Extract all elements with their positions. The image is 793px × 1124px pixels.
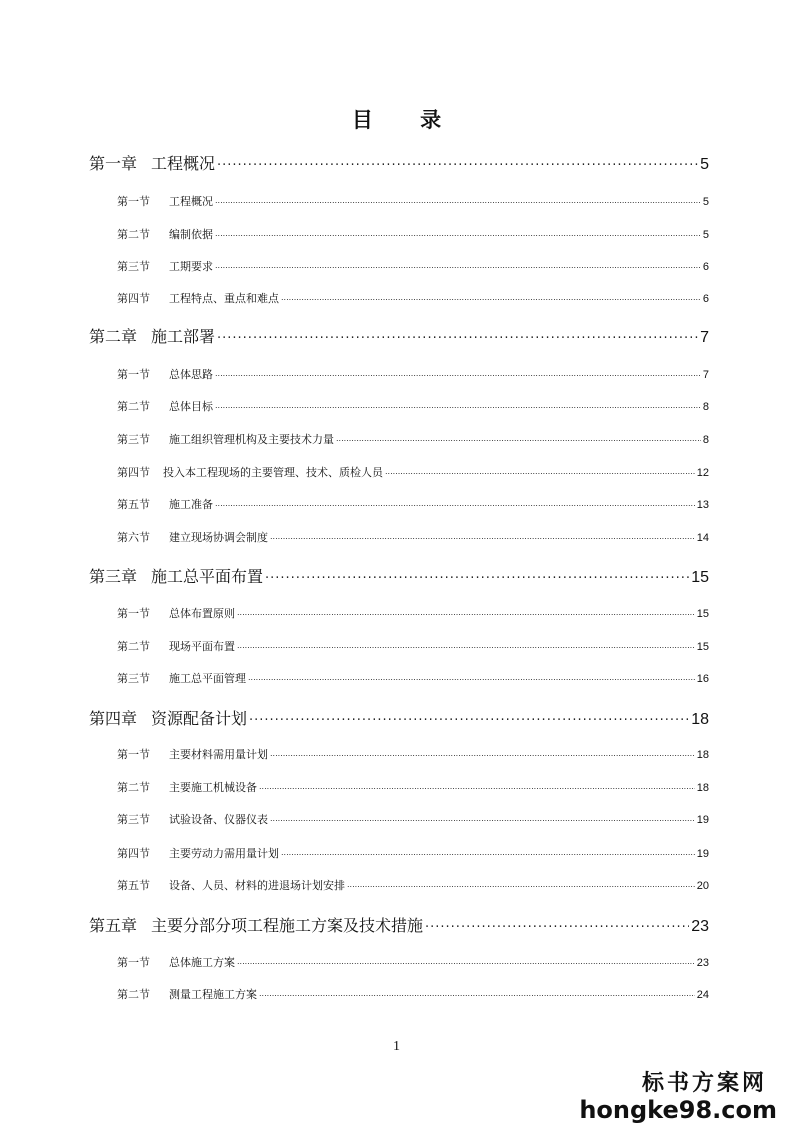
toc-entry-page: 14 (696, 532, 709, 544)
toc-dot-leader (215, 194, 701, 205)
toc-dot-leader (281, 846, 695, 857)
toc-entry-chapter-4[interactable] (89, 706, 709, 729)
toc-entry-section[interactable] (117, 746, 709, 762)
toc-entry-page: 6 (702, 261, 709, 273)
toc-dot-leader (217, 326, 698, 342)
toc-entry-chapter-2[interactable] (89, 324, 709, 347)
toc-entry-number: 第三节 (117, 672, 150, 685)
toc-entry-number: 第五节 (117, 498, 150, 511)
toc-entry-section[interactable] (117, 398, 709, 414)
toc-dot-leader (270, 530, 695, 541)
toc-dot-leader (237, 639, 695, 650)
toc-entry-page: 12 (696, 467, 709, 479)
toc-entry-chapter-5[interactable] (89, 913, 709, 936)
toc-entry-page: 18 (691, 711, 709, 728)
toc-entry-section[interactable] (117, 193, 709, 209)
toc-entry-label: 施工总平面管理 (169, 672, 246, 685)
toc-dot-leader (215, 227, 701, 238)
toc-entry-page: 23 (691, 918, 709, 935)
toc-dot-leader (215, 259, 701, 270)
toc-dot-leader (347, 878, 695, 889)
toc-entry-chapter-1[interactable] (89, 151, 709, 174)
toc-entry-section[interactable] (117, 779, 709, 795)
toc-entry-number: 第一节 (117, 368, 150, 381)
toc-entry-page: 24 (696, 989, 709, 1001)
toc-entry-label: 主要劳动力需用量计划 (169, 847, 279, 860)
toc-entry-page: 15 (696, 641, 709, 653)
toc-entry-page: 19 (696, 848, 709, 860)
toc-dot-leader (215, 399, 701, 410)
toc-entry-label: 施工总平面布置 (151, 567, 264, 586)
toc-entry-section[interactable] (117, 529, 709, 545)
toc-entry-section[interactable] (117, 638, 709, 654)
toc-entry-number: 第五节 (117, 879, 150, 892)
toc-entry-label: 投入本工程现场的主要管理、技术、质检人员 (163, 466, 383, 479)
toc-entry-number: 第二章 (89, 327, 138, 346)
toc-entry-number: 第三节 (117, 260, 150, 273)
toc-entry-page: 8 (702, 434, 709, 446)
toc-entry-section[interactable] (117, 670, 709, 686)
toc-entry-page: 15 (696, 608, 709, 620)
toc-entry-label: 施工组织管理机构及主要技术力量 (169, 433, 334, 446)
toc-entry-label: 总体布置原则 (169, 607, 235, 620)
toc-entry-page: 15 (691, 569, 709, 586)
toc-entry-section[interactable] (117, 290, 709, 306)
toc-entry-number: 第一章 (89, 154, 138, 173)
toc-entry-number: 第四节 (117, 466, 150, 479)
toc-entry-section[interactable] (117, 366, 709, 382)
toc-entry-page: 5 (700, 156, 709, 173)
toc-entry-page: 13 (696, 499, 709, 511)
toc-entry-section[interactable] (117, 226, 709, 242)
toc-entry-section[interactable] (117, 986, 709, 1002)
toc-entry-number: 第三章 (89, 567, 138, 586)
toc-entry-label: 工程概况 (151, 154, 216, 173)
toc-entry-number: 第二节 (117, 781, 150, 794)
toc-entry-number: 第三节 (117, 433, 150, 446)
toc-entry-page: 18 (696, 782, 709, 794)
toc-dot-leader (270, 812, 695, 823)
toc-dot-leader (249, 708, 689, 724)
toc-dot-leader (270, 747, 695, 758)
toc-entry-number: 第二节 (117, 988, 150, 1001)
toc-entry-page: 8 (702, 401, 709, 413)
toc-entry-label: 编制依据 (169, 228, 213, 241)
toc-dot-leader (215, 367, 701, 378)
toc-entry-number: 第四节 (117, 292, 150, 305)
toc-entry-number: 第一节 (117, 607, 150, 620)
watermark-cn-text: 标书方案网 (641, 1071, 767, 1096)
toc-entry-page: 20 (696, 880, 709, 892)
toc-entry-number: 第二节 (117, 640, 150, 653)
toc-entry-label: 工期要求 (169, 260, 213, 273)
toc-entry-page: 16 (696, 673, 709, 685)
toc-entry-section[interactable] (117, 464, 709, 480)
toc-entry-section[interactable] (117, 954, 709, 970)
toc-entry-label: 施工部署 (151, 327, 216, 346)
toc-dot-leader (215, 497, 695, 508)
toc-entry-section[interactable] (117, 431, 709, 447)
toc-dot-leader (237, 606, 695, 617)
toc-entry-page: 5 (702, 196, 709, 208)
toc-entry-label: 现场平面布置 (169, 640, 235, 653)
toc-dot-leader (237, 955, 695, 966)
watermark-url-text: hongke98.com (579, 1096, 777, 1124)
toc-dot-leader (259, 987, 695, 998)
toc-entry-number: 第一节 (117, 195, 150, 208)
toc-dot-leader (259, 780, 695, 791)
toc-entry-page: 23 (696, 957, 709, 969)
toc-entry-page: 19 (696, 814, 709, 826)
toc-entry-label: 总体施工方案 (169, 956, 235, 969)
toc-entry-section[interactable] (117, 258, 709, 274)
toc-entry-number: 第二节 (117, 400, 150, 413)
toc-entry-label: 主要分部分项工程施工方案及技术措施 (151, 916, 424, 935)
toc-entry-section[interactable] (117, 877, 709, 893)
toc-entry-number: 第一节 (117, 956, 150, 969)
toc-entry-number: 第一节 (117, 748, 150, 761)
toc-entry-page: 7 (700, 329, 709, 346)
toc-dot-leader (385, 465, 695, 476)
toc-dot-leader (425, 915, 689, 931)
footer-page-number: 1 (393, 1039, 400, 1054)
toc-dot-leader (248, 671, 695, 682)
toc-entry-chapter-3[interactable] (89, 564, 709, 587)
toc-entry-label: 试验设备、仪器仪表 (169, 813, 268, 826)
toc-entry-page: 5 (702, 229, 709, 241)
toc-entry-label: 测量工程施工方案 (169, 988, 257, 1001)
toc-entry-number: 第六节 (117, 531, 150, 544)
toc-entry-number: 第二节 (117, 228, 150, 241)
toc-entry-label: 建立现场协调会制度 (169, 531, 268, 544)
toc-entry-label: 施工准备 (169, 498, 213, 511)
toc-dot-leader (281, 291, 701, 302)
toc-entry-label: 主要施工机械设备 (169, 781, 257, 794)
toc-dot-leader (217, 153, 698, 169)
watermark (579, 1066, 777, 1123)
document-title: 目 录 (351, 108, 462, 132)
toc-entry-label: 主要材料需用量计划 (169, 748, 268, 761)
toc-entry-section[interactable] (117, 811, 709, 827)
toc-entry-page: 18 (696, 749, 709, 761)
toc-entry-page: 6 (702, 293, 709, 305)
toc-dot-leader (265, 566, 689, 582)
toc-entry-page: 7 (702, 369, 709, 381)
toc-entry-number: 第四章 (89, 709, 138, 728)
toc-entry-number: 第三节 (117, 813, 150, 826)
toc-entry-number: 第四节 (117, 847, 150, 860)
toc-dot-leader (336, 432, 701, 443)
toc-entry-label: 总体目标 (169, 400, 213, 413)
toc-entry-label: 工程特点、重点和难点 (169, 292, 279, 305)
toc-entry-label: 总体思路 (169, 368, 213, 381)
toc-entry-section[interactable] (117, 496, 709, 512)
toc-entry-label: 工程概况 (169, 195, 213, 208)
toc-entry-section[interactable] (117, 845, 709, 861)
toc-entry-section[interactable] (117, 605, 709, 621)
toc-entry-number: 第五章 (89, 916, 138, 935)
toc-entry-label: 资源配备计划 (151, 709, 248, 728)
toc-entry-label: 设备、人员、材料的进退场计划安排 (169, 879, 345, 892)
